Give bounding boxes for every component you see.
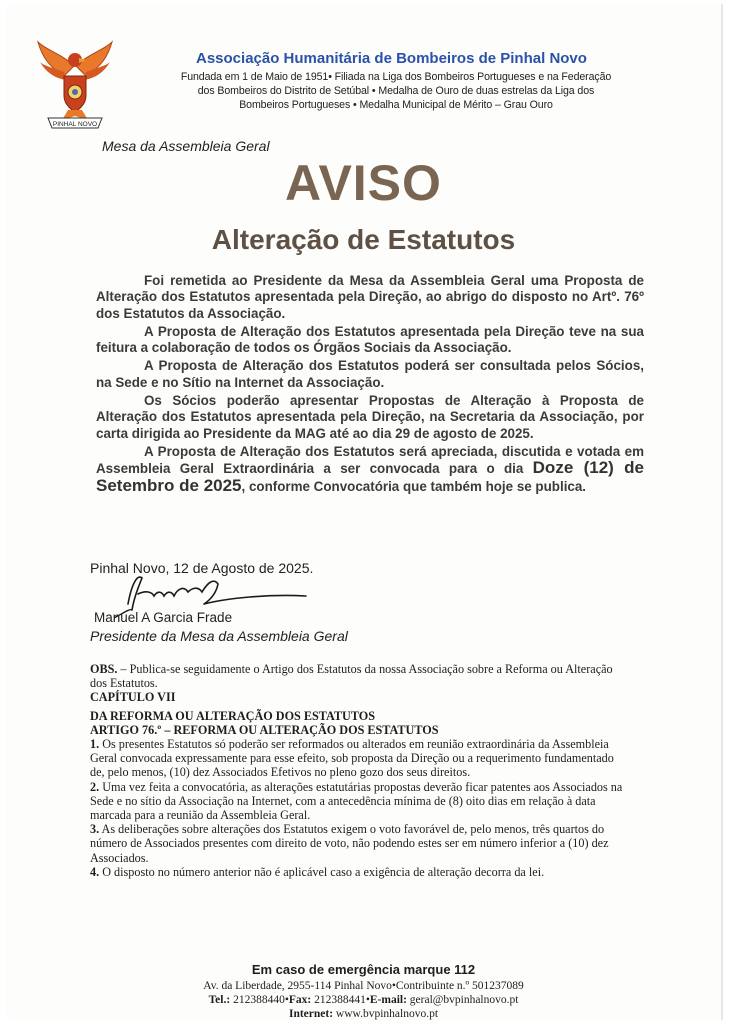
organization-name: Associação Humanitária de Bombeiros de Pinhal Novo	[196, 50, 587, 67]
notice-subtitle: Alteração de Estatutos	[211, 224, 516, 255]
article-item-2: 2. Uma vez feita a convocatória, as alterações estatutárias propostas deverão ficar patentes aos Associados na Sede e no sítio da Associação na Internet, com a antecedência mínima de (8) oito dias em relação à data marcada para a reunião da Assembleia Geral.	[90, 779, 623, 823]
article-item-3: 3. As deliberações sobre alterações dos Estatutos exigem o voto favorável de, pelo menos, três quartos do número de Associados presentes com direito de voto, não podendo estes ser em número inferior a (10) dez Associados.	[90, 822, 609, 865]
header-line-2: dos Bombeiros do Distrito de Setúbal • Medalha de Ouro de duas estrelas da Liga dos	[197, 85, 595, 97]
header-line-1: Fundada em 1 de Maio de 1951• Filiada na Liga dos Bombeiros Portugueses e na Federação	[180, 71, 612, 83]
fire-brigade-logo	[34, 36, 116, 132]
chapter-title: DA REFORMA OU ALTERAÇÃO DOS ESTATUTOS	[90, 708, 375, 723]
obs-label: OBS.	[90, 662, 118, 676]
body-paragraph-2: A Proposta de Alteração dos Estatutos apresentada pela Direção teve na sua feitura a colaboração de todos os Órgãos Sociais da Associação.	[96, 323, 644, 356]
website-link[interactable]: www.bvpinhalnovo.pt	[333, 1008, 439, 1020]
body-paragraph-1: Foi remetida ao Presidente da Mesa da Assembleia Geral uma Proposta de Alteração dos Estatutos apresentada pela Direção, ao abrigo do disposto no Artº. 76º dos Estatutos da Associação.	[96, 273, 644, 321]
date-line: Pinhal Novo, 12 de Agosto de 2025.	[90, 560, 314, 576]
body-paragraph-5	[96, 444, 644, 495]
signatory-role: Presidente da Mesa da Assembleia Geral	[90, 628, 348, 644]
notice-page	[6, 4, 721, 1020]
article-item-1: 1. Os presentes Estatutos só poderão ser reformados ou alterados em reunião extraordinária da Assembleia Geral convocada expressamente para esse efeito, sob proposta da Direção ou a requerimento fundamentado de, pelo menos, (10) dez Associados Efetivos no pleno gozo dos seus direitos.	[90, 737, 614, 780]
chapter-heading: CAPÍTULO VII	[90, 690, 176, 705]
footer-email[interactable]: geral@bvpinhalnovo.pt	[406, 994, 519, 1006]
footer-contacts: Tel.: 212388440•Fax: 212388441•E-mail: geral@bvpinhalnovo.pt	[208, 994, 519, 1006]
statute-excerpt	[90, 662, 630, 879]
article-item-4: 4. O disposto no número anterior não é aplicável caso a exigência de alteração decorra da lei.	[90, 864, 545, 879]
signatory-name: Manuel A Garcia Frade	[94, 610, 233, 625]
footer-address: Av. da Liberdade, 2955-114 Pinhal Novo•Contribuinte n.º 501237089	[203, 980, 524, 992]
header-line-3: Bombeiros Portugueses • Medalha Municipal de Mérito – Grau Ouro	[239, 99, 553, 111]
obs-text: – Publica-se seguidamente o Artigo dos Estatutos da nossa Associação sobre a Reforma ou Alteração dos Estatutos.	[90, 662, 613, 691]
notice-title: AVISO	[285, 155, 442, 211]
issuer-label: Mesa da Assembleia Geral	[102, 138, 270, 154]
emergency-line: Em caso de emergência marque 112	[251, 962, 476, 977]
notice-body	[96, 273, 644, 497]
footer-website: Internet: www.bvpinhalnovo.pt	[288, 1008, 439, 1020]
body-paragraph-4: Os Sócios poderão apresentar Propostas de Alteração à Proposta de Alteração dos Estatutos apresentada pela Direção, na Secretaria da Associação, por carta dirigida ao Presidente da MAG até ao dia 29 de agosto de 2025.	[96, 393, 644, 441]
body-paragraph-3: A Proposta de Alteração dos Estatutos poderá ser consultada pelos Sócios, na Sede e no Sítio na Internet da Associação.	[96, 358, 644, 390]
obs-note	[90, 662, 630, 690]
logo-ribbon-text: PINHAL NOVO	[52, 121, 98, 128]
article-heading: ARTIGO 76.º – REFORMA OU ALTERAÇÃO DOS ESTATUTOS	[90, 722, 439, 737]
p5-start: A Proposta de Alteração dos Estatutos será apreciada, discutida e votada em Assembleia Geral Extraordinária a ser convocada para o dia	[96, 443, 644, 477]
p5-end: , conforme Convocatória que também hoje se publica.	[241, 478, 587, 494]
meeting-date: Doze (12) de Setembro de 2025	[96, 458, 644, 495]
